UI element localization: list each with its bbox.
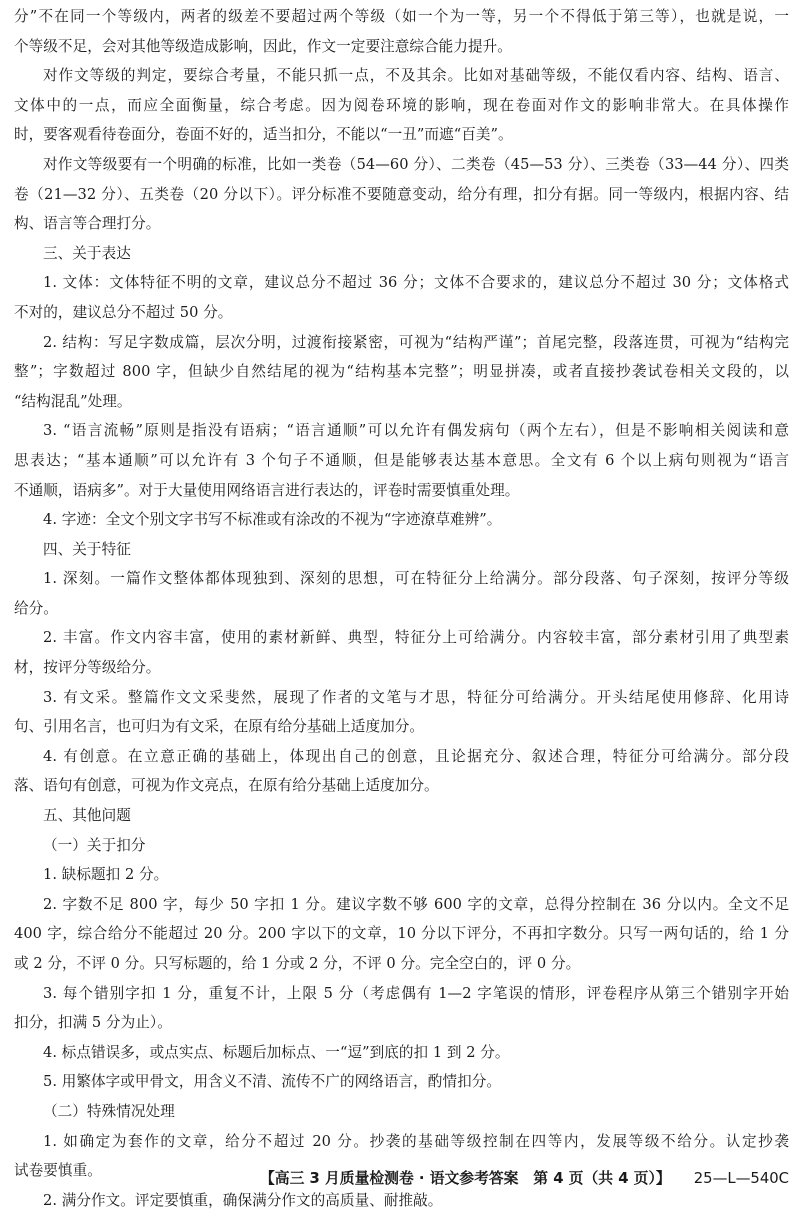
page-footer	[14, 1164, 789, 1194]
text-line: 3. 有文采。整篇作文文采斐然，展现了作者的文笔与才思，特征分可给满分。开头结尾使用修辞、化用诗	[43, 688, 789, 706]
text-line: 1. 深刻。一篇作文整体都体现独到、深刻的思想，可在特征分上给满分。部分段落、句子深刻，按评分等级	[43, 570, 789, 588]
text-line: 材，按评分等级给分。	[14, 659, 161, 677]
text-line: 1. 如确定为套作的文章，给分不超过 20 分。抄袭的基础等级控制在四等内，发展等级不给分。认定抄袭	[43, 1132, 789, 1150]
text-line: 句、引用名言，也可归为有文采，在原有给分基础上适度加分。	[14, 718, 425, 736]
text-line: 构、语言等合理打分。	[14, 215, 161, 233]
text-line: 2. 满分作文。评定要慎重，确保满分作文的高质量、耐推敲。	[43, 1191, 443, 1209]
text-line: 4. 字迹：全文个别文字书写不标准或有涂改的不视为“字迹潦草难辨”。	[43, 511, 502, 529]
document-body	[14, 2, 789, 1215]
text-line: 3. “语言流畅”原则是指没有语病；“语言通顺”可以允许有偶发病句（两个左右），但是不影响相关阅读和意	[43, 422, 789, 440]
text-line: 思表达；“基本通顺”可以允许有 3 个句子不通顺，但是能够表达基本意思。全文有 6 个以上病句则视为“语言	[14, 451, 789, 469]
text-line: （一）关于扣分	[43, 836, 146, 854]
text-line: 卷（21—32 分）、五类卷（20 分以下）。评分标准不要随意变动，给分有理，扣分有据。同一等级内，根据内容、结	[14, 185, 789, 203]
text-line: 2. 丰富。作文内容丰富，使用的素材新鲜、典型，特征分上可给满分。内容较丰富，部分素材引用了典型素	[43, 629, 789, 647]
text-line: 整”；字数超过 800 字，但缺少自然结尾的视为“结构基本完整”；明显拼凑，或者直接抄袭试卷相关文段的，以	[14, 363, 789, 381]
text-line: 1. 缺标题扣 2 分。	[43, 866, 169, 884]
text-line: “结构混乱”处理。	[14, 392, 132, 410]
text-line: 或 2 分，不评 0 分。只写标题的，给 1 分或 2 分，不评 0 分。完全空白的，评 0 分。	[14, 955, 581, 972]
text-line: 4. 有创意。在立意正确的基础上，体现出自己的创意，且论据充分、叙述合理，特征分可给满分。部分段	[43, 747, 789, 765]
text-line: 对作文等级的判定，要综合考量，不能只抓一点，不及其余。比如对基础等级，不能仅看内容、结构、语言、	[43, 67, 789, 85]
text-line: 四、关于特征	[43, 540, 131, 558]
text-line: 4. 标点错误多，或点实点、标题后加标点、一“逗”到底的扣 1 到 2 分。	[43, 1043, 510, 1061]
text-line: 分”不在同一个等级内，两者的级差不要超过两个等级（如一个为一等，另一个不得低于第三等），也就是说，一	[14, 8, 789, 25]
text-line: 个等级不足，会对其他等级造成影响，因此，作文一定要注意综合能力提升。	[14, 37, 512, 55]
text-line: 不对的，建议总分不超过 50 分。	[14, 303, 233, 321]
footer-title: 【高三 3 月质量检测卷 · 语文参考答案 第 4 页（共 4 页）】	[260, 1170, 671, 1187]
text-line: 2. 字数不足 800 字，每少 50 字扣 1 分。建议字数不够 600 字的文章，总得分控制在 36 分以内。全文不足	[43, 895, 789, 913]
text-line: 时，要客观看待卷面分，卷面不好的，适当扣分，不能以“一丑”而遮“百美”。	[14, 126, 513, 144]
footer-code: 25—L—540C	[693, 1170, 789, 1187]
text-line: 3. 每个错别字扣 1 分，重复不计，上限 5 分（考虑偶有 1—2 字笔误的情形，评卷程序从第三个错别字开始	[43, 984, 789, 1002]
text-line: 1. 文体：文体特征不明的文章，建议总分不超过 36 分；文体不合要求的，建议总分不超过 30 分；文体格式	[43, 274, 789, 292]
text-line: 落、语句有创意，可视为作文亮点，在原有给分基础上适度加分。	[14, 777, 439, 795]
text-line: 对作文等级要有一个明确的标准，比如一类卷（54—60 分）、二类卷（45—53 分）、三类卷（33—44 分）、四类	[43, 155, 789, 173]
text-line: 2. 结构：写足字数成篇，层次分明，过渡衔接紧密，可视为“结构严谨”；首尾完整，段落连贯，可视为“结构完	[43, 333, 789, 351]
text-line: 5. 用繁体字或甲骨文，用含义不清、流传不广的网络语言，酌情扣分。	[43, 1073, 502, 1091]
text-line: 给分。	[14, 599, 58, 617]
text-line: 400 字，综合给分不能超过 20 分。200 字以下的文章，10 分以下评分，不再扣字数分。只写一两句话的，给 1 分	[14, 925, 789, 943]
text-line: 不通顺，语病多”。对于大量使用网络语言进行表达的，评卷时需要慎重处理。	[14, 481, 520, 499]
text-line: 试卷要慎重。	[14, 1162, 102, 1180]
text-line: 文体中的一点，而应全面衡量，综合考虑。因为阅卷环境的影响，现在卷面对作文的影响非常大。在具体操作	[14, 96, 789, 114]
text-line: 三、关于表达	[43, 244, 131, 262]
text-line: 五、其他问题	[43, 807, 131, 825]
text-line: （二）特殊情况处理	[43, 1102, 175, 1120]
text-line: 扣分，扣满 5 分为止）。	[14, 1014, 172, 1032]
